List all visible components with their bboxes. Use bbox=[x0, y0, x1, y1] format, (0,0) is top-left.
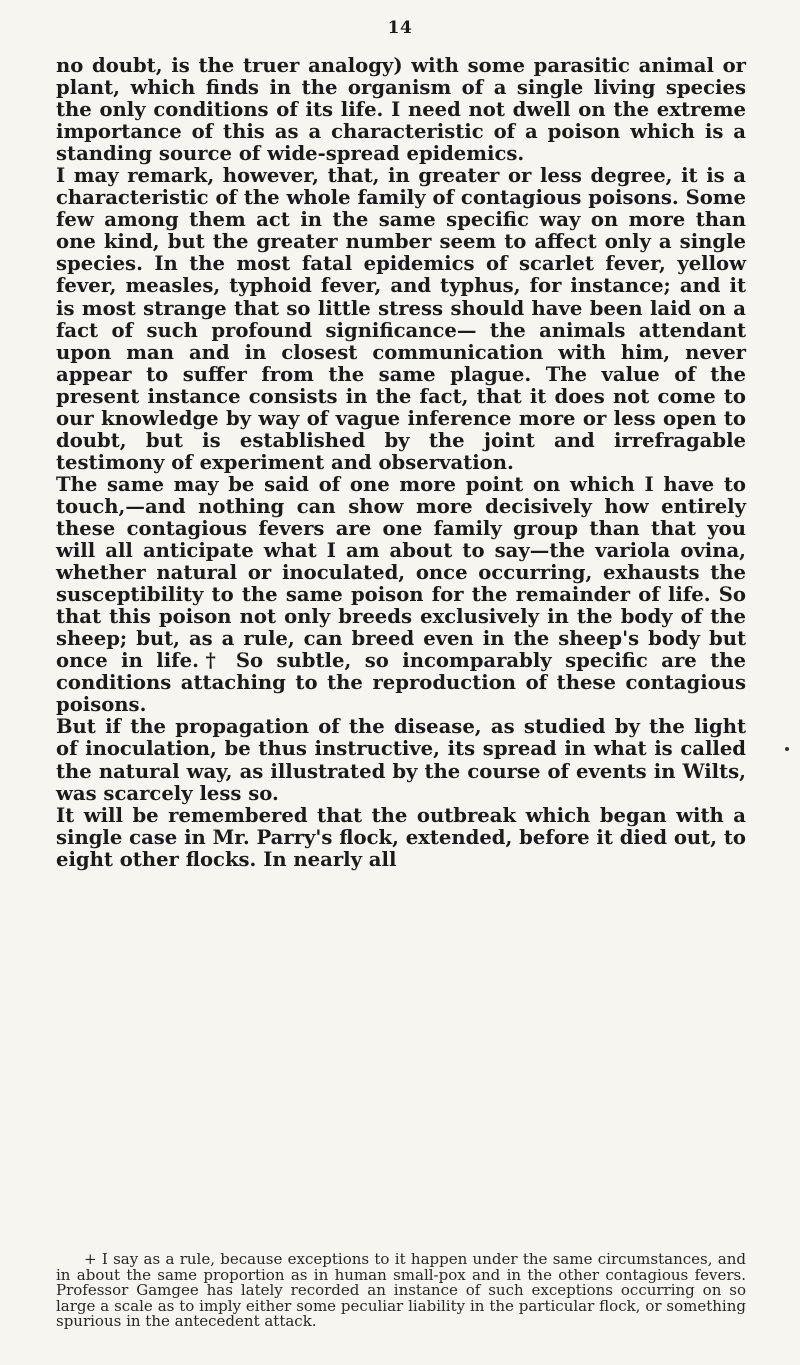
margin-dot bbox=[785, 747, 789, 751]
page-number: 14 bbox=[387, 18, 413, 38]
paragraph-5: It will be remembered that the outbreak which began with a single case in Mr. Parry's flock, extended, before it died out, to eight other flocks. In nearly all bbox=[56, 803, 746, 871]
footnote: + I say as a rule, because exceptions to it happen under the same circumstances, and in about the same proportion as in human small-pox and in the other contagious fevers. Professor Gamgee has lately recorded an instance of such exceptions occurring on so large a scale as to imply either some peculiar liability in the particular flock, or something spurious in the antecedent attack. bbox=[56, 1250, 746, 1330]
body-text bbox=[56, 55, 746, 871]
paragraph-4: But if the propagation of the disease, as studied by the light of inoculation, be thus instructive, its spread in what is called the natural way, as illustrated by the course of events in Wilts, was scarcely less so. bbox=[56, 715, 746, 805]
paragraph-2: I may remark, however, that, in greater or less degree, it is a characteristic of the whole family of contagious poisons. Some few among them act in the same specific way on more than one kind, but the greater number seem to affect only a single species. In the most fatal epidemics of scarlet fever, yellow fever, measles, typhoid fever, and typhus, for instance; and it is most strange that so little stress should have been laid on a fact of such profound significance— the animals attendant upon man and in closest communication with him, never appear to suffer from the same plague. The value of the present instance consists in the fact, that it does not come to our knowledge by way of vague inference more or less open to doubt, but is established by the joint and irrefragable testimony of experiment and observation. bbox=[56, 164, 746, 474]
paragraph-3: The same may be said of one more point on which I have to touch,—and nothing can show more decisively how entirely these contagious fevers are one family group than that you will all anticipate what I am about to say—the variola ovina, whether natural or inoculated, once occurring, exhausts the susceptibility to the same poison for the remainder of life. So that this poison not only breeds exclusively in the body of the sheep; but, as a rule, can breed even in the sheep's body but once in life.† So subtle, so incomparably specific are the conditions attaching to the reproduction of these contagious poisons. bbox=[56, 472, 746, 717]
paragraph-1: no doubt, is the truer analogy) with some parasitic animal or plant, which finds in the organism of a single living species the only conditions of its life. I need not dwell on the extreme importance of this as a characteristic of a poison which is a standing source of wide-spread epidemics. bbox=[56, 54, 746, 166]
